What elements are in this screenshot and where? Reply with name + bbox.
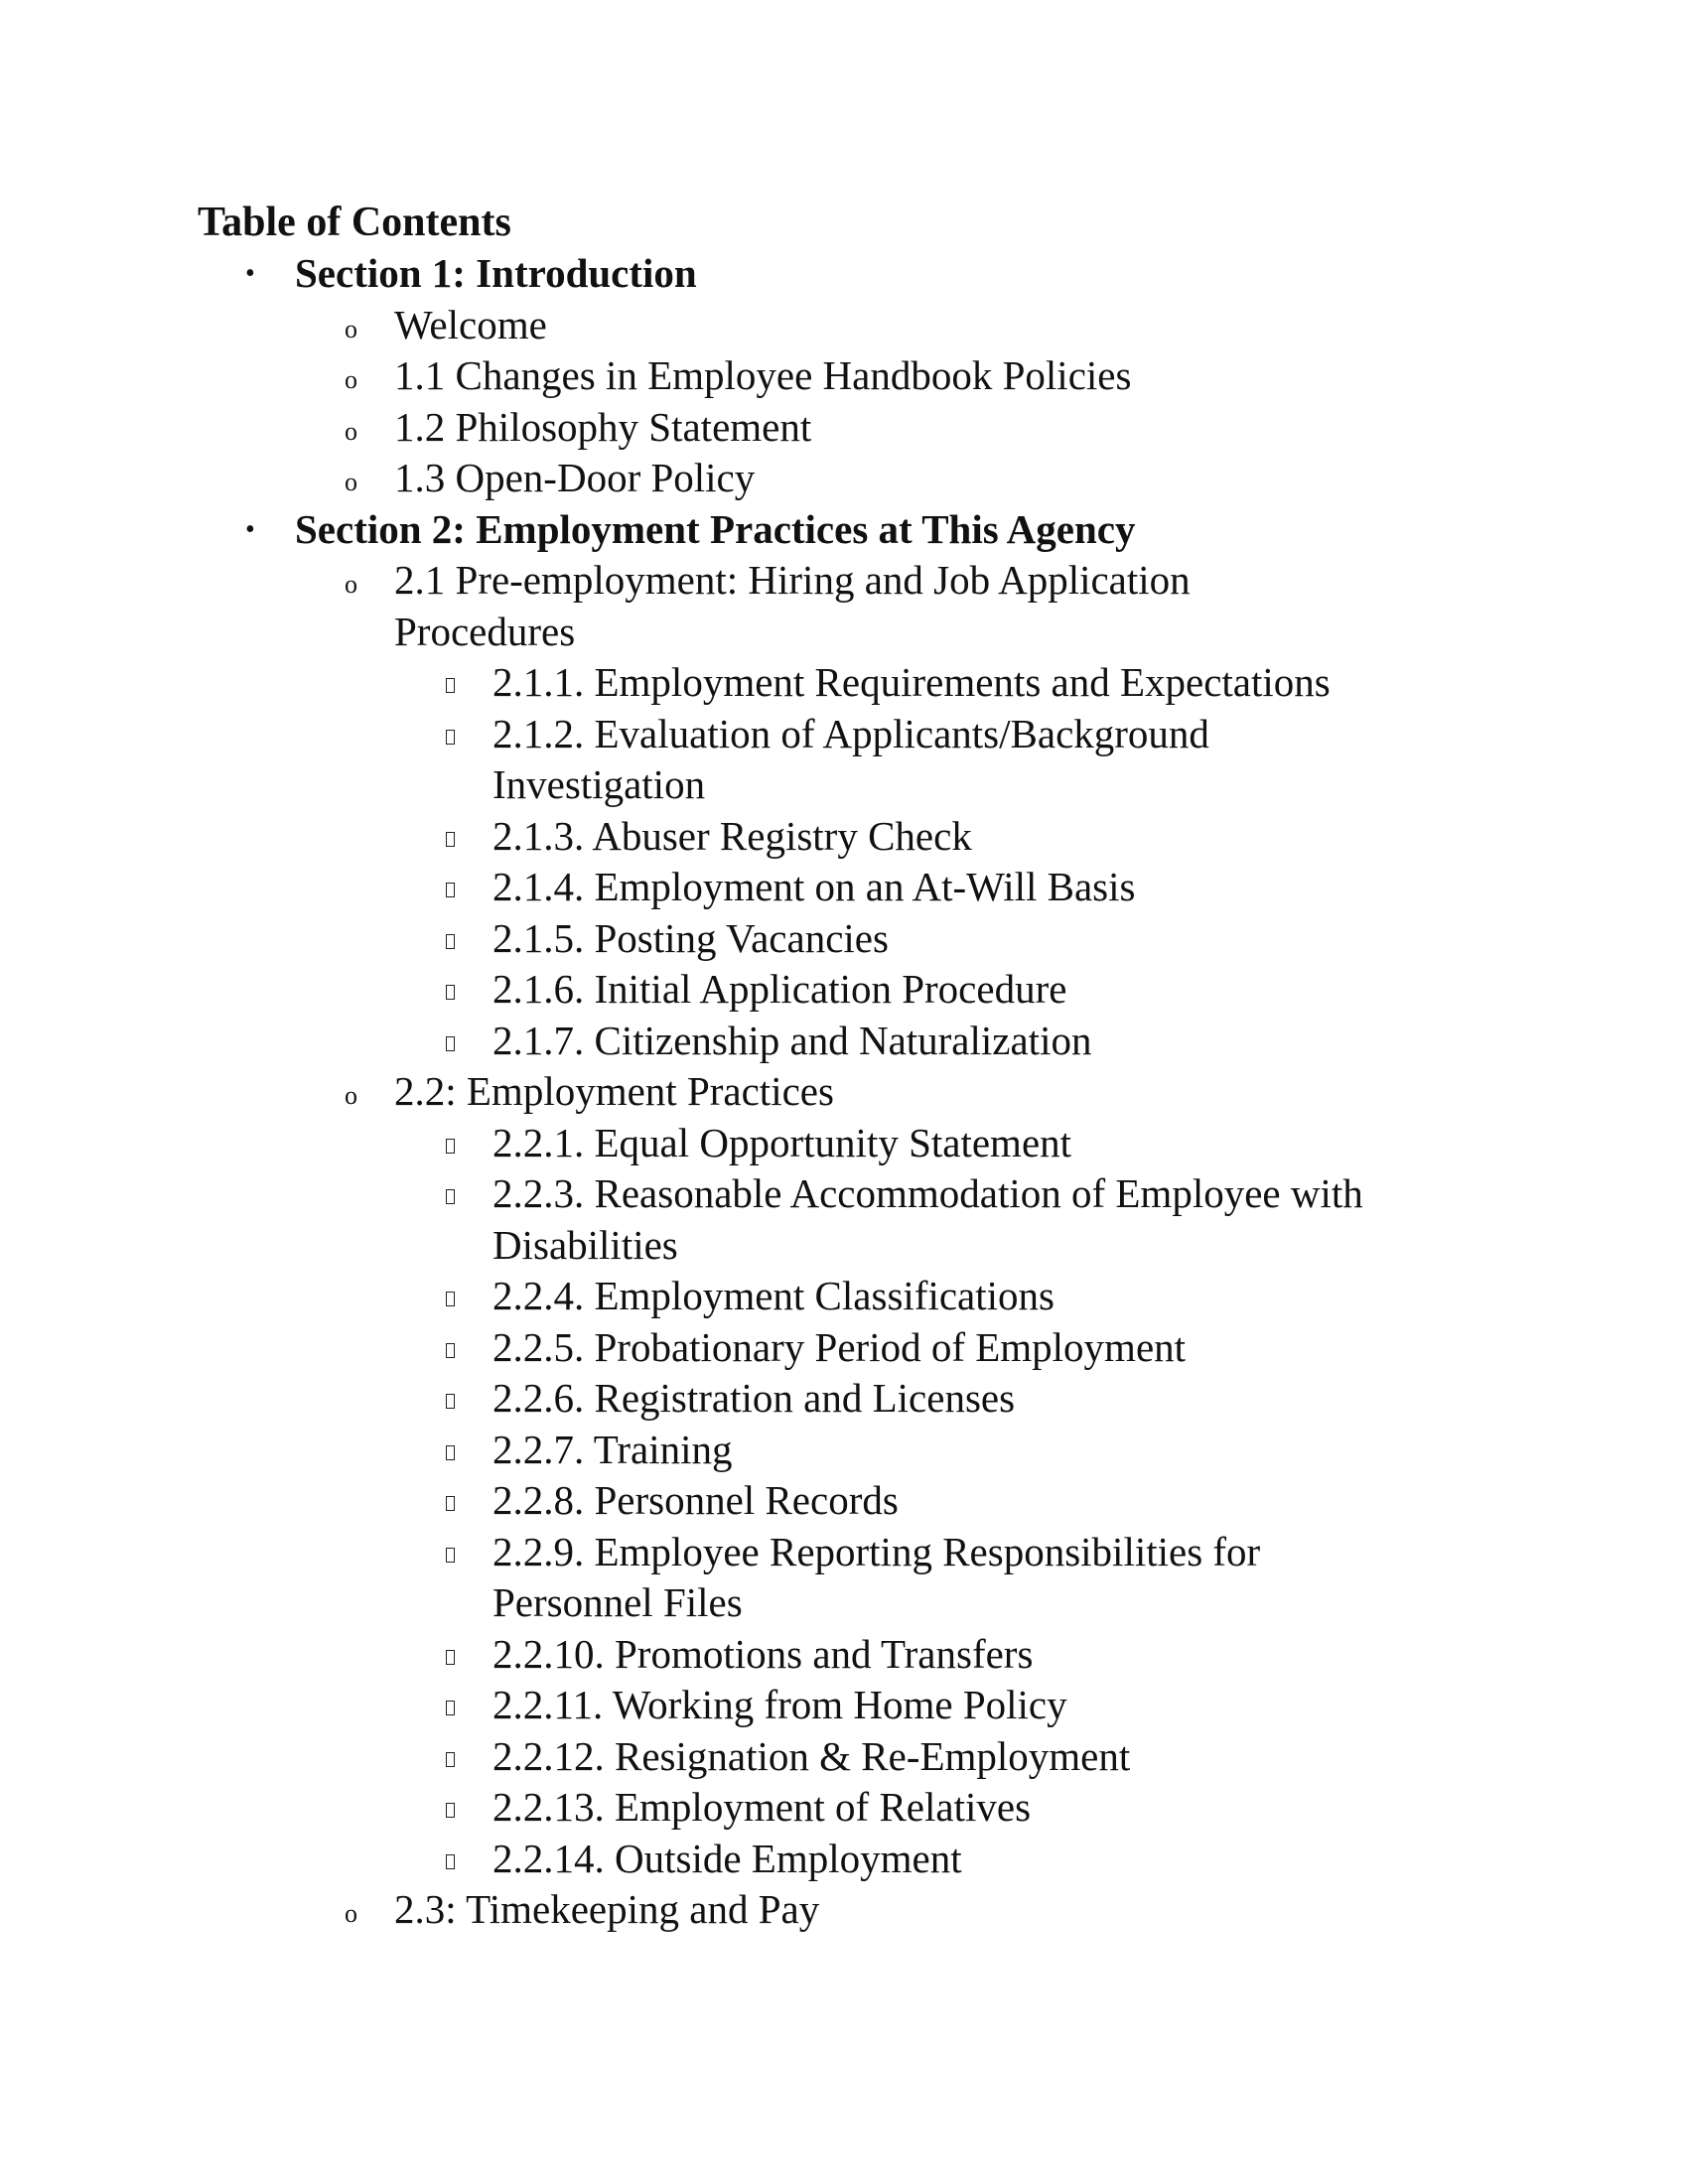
bullet-circle-icon: o [345,314,357,343]
bullet-box-icon [446,730,455,745]
bullet-circle-icon: o [345,1899,357,1928]
toc-entry-continuation [0,1220,1688,1272]
toc-entry-text: 1.3 Open-Door Policy [394,455,756,500]
toc-entry-continuation [0,759,1688,811]
toc-entry-level-2 [0,453,1688,504]
toc-title: Table of Contents [198,200,511,245]
bullet-box-icon [446,1292,455,1306]
toc-entry-level-3 [0,913,1688,965]
toc-entry-level-2 [0,1066,1688,1118]
toc-entry-text: 2.1 Pre-employment: Hiring and Job Application [394,557,1191,603]
toc-entry-level-3 [0,1782,1688,1834]
toc-entry-text: Welcome [394,301,547,347]
toc-entry-level-3 [0,1373,1688,1425]
toc-entry-text: 2.2.13. Employment of Relatives [492,1784,1032,1830]
toc-entry-level-3 [0,1168,1688,1220]
toc-entry-text-continued: Disabilities [492,1221,678,1268]
toc-entry-text: 2.2.3. Reasonable Accommodation of Employee with [492,1170,1363,1216]
toc-entry-level-2 [0,300,1688,351]
toc-entry-level-3 [0,964,1688,1016]
bullet-box-icon [446,1803,455,1818]
bullet-box-icon [446,1189,455,1204]
bullet-box-icon [446,1445,455,1460]
toc-entry-text: 2.2.4. Employment Classifications [492,1273,1055,1318]
toc-entry-level-3 [0,1016,1688,1067]
toc-entry-level-3 [0,1834,1688,1885]
toc-entry-text: 1.2 Philosophy Statement [394,403,812,450]
toc-entry-level-3 [0,1322,1688,1374]
toc-entry-level-1 [0,504,1688,556]
toc-entry-level-2 [0,350,1688,402]
toc-entry-level-3 [0,1527,1688,1578]
toc-entry-level-3 [0,1731,1688,1783]
toc-entry-text: 2.2.8. Personnel Records [492,1477,899,1523]
bullet-box-icon [446,832,455,847]
bullet-circle-icon: o [345,1081,357,1110]
bullet-box-icon [446,883,455,897]
toc-list [0,248,1688,1936]
bullet-box-icon [446,1752,455,1767]
toc-entry-level-3 [0,1475,1688,1527]
toc-entry-text: 2.1.3. Abuser Registry Check [492,812,972,859]
toc-entry-text-continued: Procedures [394,608,576,654]
bullet-box-icon [446,985,455,1000]
toc-entry-text: 1.1 Changes in Employee Handbook Policies [394,352,1132,398]
toc-entry-continuation [0,607,1688,658]
bullet-circle-icon: o [345,365,357,394]
toc-entry-level-3 [0,1680,1688,1731]
bullet-circle-icon: o [345,570,357,599]
bullet-box-icon [446,1343,455,1358]
bullet-circle-icon: o [345,468,357,496]
toc-entry-continuation [0,1577,1688,1629]
toc-entry-level-2 [0,402,1688,454]
toc-entry-text-continued: Personnel Files [492,1579,743,1625]
toc-entry-text: 2.2.7. Training [492,1426,733,1472]
toc-entry-text: 2.2.10. Promotions and Transfers [492,1630,1034,1677]
bullet-box-icon [446,1854,455,1869]
toc-entry-text: 2.1.2. Evaluation of Applicants/Background [492,710,1209,756]
toc-entry-text: 2.1.1. Employment Requirements and Expectations [492,659,1331,705]
toc-entry-level-3 [0,811,1688,863]
toc-entry-text: 2.2.9. Employee Reporting Responsibilities for [492,1528,1261,1574]
toc-entry-level-3 [0,1118,1688,1169]
toc-entry-text: 2.1.7. Citizenship and Naturalization [492,1017,1092,1063]
toc-entry-text: 2.1.6. Initial Application Procedure [492,966,1067,1012]
bullet-box-icon [446,934,455,949]
toc-entry-level-3 [0,709,1688,760]
toc-entry-text: Section 1: Introduction [295,250,697,296]
toc-entry-text-continued: Investigation [492,761,706,807]
toc-entry-text: 2.1.5. Posting Vacancies [492,914,889,961]
toc-entry-text: 2.2.12. Resignation & Re-Employment [492,1732,1131,1779]
bullet-box-icon [446,1548,455,1563]
bullet-box-icon [446,1496,455,1511]
toc-entry-text: 2.3: Timekeeping and Pay [394,1886,820,1932]
toc-entry-text: 2.2.5. Probationary Period of Employment [492,1323,1187,1370]
bullet-circle-icon: o [345,416,357,446]
toc-entry-level-1 [0,248,1688,300]
toc-entry-level-3 [0,1271,1688,1322]
toc-entry-text: 2.2.6. Registration and Licenses [492,1375,1016,1421]
toc-entry-level-2 [0,1884,1688,1936]
toc-entry-text: 2.2.11. Working from Home Policy [492,1682,1067,1727]
bullet-box-icon [446,1036,455,1051]
toc-entry-level-3 [0,1629,1688,1681]
bullet-disc-icon: • [245,513,255,545]
toc-entry-text: 2.2.1. Equal Opportunity Statement [492,1119,1072,1165]
bullet-box-icon [446,1650,455,1665]
bullet-disc-icon: • [245,258,255,289]
bullet-box-icon [446,678,455,693]
bullet-box-icon [446,1139,455,1154]
toc-entry-level-3 [0,1425,1688,1476]
toc-entry-level-3 [0,657,1688,709]
bullet-box-icon [446,1394,455,1409]
toc-entry-text: 2.2.14. Outside Employment [492,1835,962,1881]
toc-entry-level-3 [0,862,1688,913]
toc-entry-text: 2.2: Employment Practices [394,1068,834,1114]
toc-entry-text: 2.1.4. Employment on an At-Will Basis [492,864,1136,909]
bullet-box-icon [446,1701,455,1715]
toc-entry-level-2 [0,555,1688,607]
toc-entry-text: Section 2: Employment Practices at This Agency [295,505,1136,552]
